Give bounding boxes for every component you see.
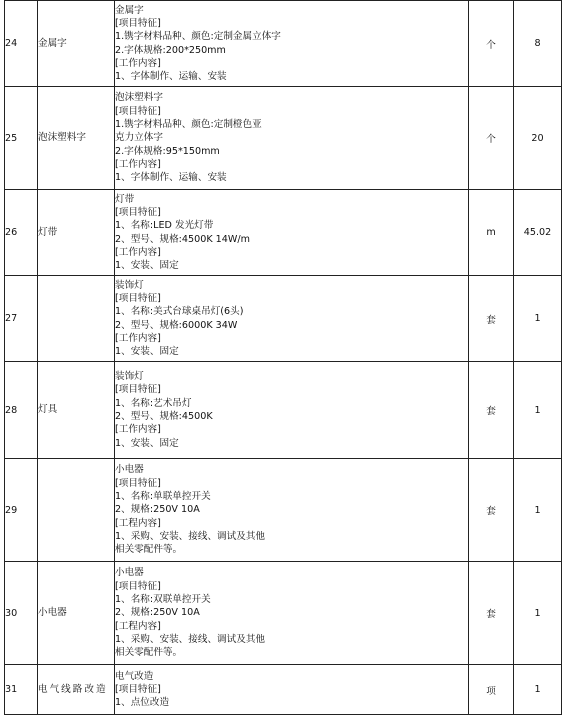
item-name-cell <box>38 276 115 362</box>
item-number-cell: 26 <box>5 190 38 276</box>
item-name-text: 泡沫塑料字 <box>38 132 86 143</box>
description-line: 金属字 <box>115 4 144 16</box>
description-line: [工作内容] <box>115 424 161 436</box>
item-name-cell <box>38 459 115 562</box>
unit-cell: 套 <box>469 362 514 459</box>
item-number-cell: 31 <box>5 665 38 715</box>
item-name-cell <box>38 1 115 87</box>
description-line: 相关零配件等。 <box>115 647 183 659</box>
item-description-cell <box>115 665 469 715</box>
description-line: 1、名称:双联单控开关 <box>115 594 211 606</box>
description-line: 克力立体字 <box>115 132 163 144</box>
description-line: 1、安装、固定 <box>115 260 179 272</box>
description-line: 1、名称:单联单控开关 <box>115 491 211 503</box>
description-line: 1.镌字材料品种、颜色:定制橙色亚 <box>115 119 262 131</box>
description-line: 1、安装、固定 <box>115 346 179 358</box>
description-line: [项目特征] <box>115 206 161 218</box>
quantity-cell: 20 <box>514 87 562 190</box>
quantity-cell: 1 <box>514 459 562 562</box>
description-line: [项目特征] <box>115 580 161 592</box>
item-number-cell: 30 <box>5 562 38 665</box>
description-line: 装饰灯 <box>115 279 144 291</box>
description-line: 1、采购、安装、接线、调试及其他 <box>115 530 266 542</box>
description-line: 1、名称:美式台球桌吊灯(6头) <box>115 306 244 318</box>
item-description-cell <box>115 1 469 87</box>
description-line: [工程内容] <box>115 517 161 529</box>
quantity-cell: 1 <box>514 562 562 665</box>
quantity-cell: 45.02 <box>514 190 562 276</box>
item-name-text: 金属字 <box>38 37 67 49</box>
table-row <box>5 1 562 87</box>
item-number-cell: 28 <box>5 362 38 459</box>
description-line: 1、名称:LED 发光灯带 <box>115 220 214 232</box>
unit-cell: 项 <box>469 665 514 715</box>
description-line: 1、安装、固定 <box>115 437 179 449</box>
description-line: 1.镌字材料品种、颜色:定制金属立体字 <box>115 31 281 43</box>
unit-cell: m <box>469 190 514 276</box>
description-line: 2、型号、规格:4500K 14W/m <box>115 233 250 245</box>
description-line: [项目特征] <box>115 17 161 29</box>
description-line: [工作内容] <box>115 332 161 344</box>
table-row <box>5 562 562 665</box>
quantity-cell: 1 <box>514 276 562 362</box>
item-name-cell <box>38 87 115 190</box>
description-line: 装饰灯 <box>115 371 144 383</box>
bill-of-quantities-table <box>4 0 562 715</box>
description-line: 小电器 <box>115 464 144 476</box>
item-name-text: 小电器 <box>38 607 67 618</box>
unit-cell: 个 <box>469 1 514 87</box>
table-row <box>5 190 562 276</box>
description-line: [工程内容] <box>115 620 161 632</box>
description-line: [工作内容] <box>115 158 161 170</box>
item-name-text: 电气线路改造 <box>38 683 108 695</box>
description-line: [项目特征] <box>115 292 161 304</box>
item-description-cell <box>115 276 469 362</box>
quantity-cell: 1 <box>514 362 562 459</box>
description-line: 相关零配件等。 <box>115 544 183 556</box>
item-number-cell: 25 <box>5 87 38 190</box>
table-body <box>5 1 562 715</box>
item-name-cell <box>38 362 115 459</box>
description-line: [项目特征] <box>115 477 161 489</box>
item-number-cell: 24 <box>5 1 38 87</box>
description-line: 2、型号、规格:6000K 34W <box>115 319 238 331</box>
item-name-text: 灯带 <box>38 226 58 238</box>
description-line: 电气改造 <box>115 670 154 682</box>
description-line: 1、点位改造 <box>115 697 170 709</box>
quantity-cell: 8 <box>514 1 562 87</box>
description-line: 1、名称:艺术吊灯 <box>115 397 192 409</box>
description-line: [项目特征] <box>115 105 161 117</box>
table-row <box>5 362 562 459</box>
description-line: 1、采购、安装、接线、调试及其他 <box>115 633 266 645</box>
item-description-cell <box>115 459 469 562</box>
item-name-text: 灯具 <box>38 404 58 415</box>
item-number-cell: 29 <box>5 459 38 562</box>
item-name-cell <box>38 190 115 276</box>
description-line: [工作内容] <box>115 57 161 69</box>
description-line: 2.字体规格:200*250mm <box>115 44 226 56</box>
description-line: 泡沫塑料字 <box>115 92 163 104</box>
item-description-cell <box>115 87 469 190</box>
description-line: 小电器 <box>115 567 144 579</box>
description-line: [项目特征] <box>115 384 161 396</box>
item-description-cell <box>115 562 469 665</box>
unit-cell: 个 <box>469 87 514 190</box>
item-description-cell <box>115 190 469 276</box>
description-line: 1、字体制作、运输、安装 <box>115 71 227 83</box>
table-row <box>5 276 562 362</box>
table-row <box>5 665 562 715</box>
quantity-cell: 1 <box>514 665 562 715</box>
description-line: 2、规格:250V 10A <box>115 607 200 619</box>
item-number-cell: 27 <box>5 276 38 362</box>
description-line: [工作内容] <box>115 246 161 258</box>
description-line: 灯带 <box>115 193 135 205</box>
description-line: [项目特征] <box>115 683 161 695</box>
unit-cell: 套 <box>469 562 514 665</box>
item-description-cell <box>115 362 469 459</box>
unit-cell: 套 <box>469 459 514 562</box>
description-line: 2、规格:250V 10A <box>115 504 200 516</box>
unit-cell: 套 <box>469 276 514 362</box>
item-name-cell <box>38 665 115 715</box>
description-line: 2、型号、规格:4500K <box>115 411 213 422</box>
table-row <box>5 459 562 562</box>
description-line: 2.字体规格:95*150mm <box>115 145 220 157</box>
description-line: 1、字体制作、运输、安装 <box>115 172 227 184</box>
item-name-cell <box>38 562 115 665</box>
table-row <box>5 87 562 190</box>
